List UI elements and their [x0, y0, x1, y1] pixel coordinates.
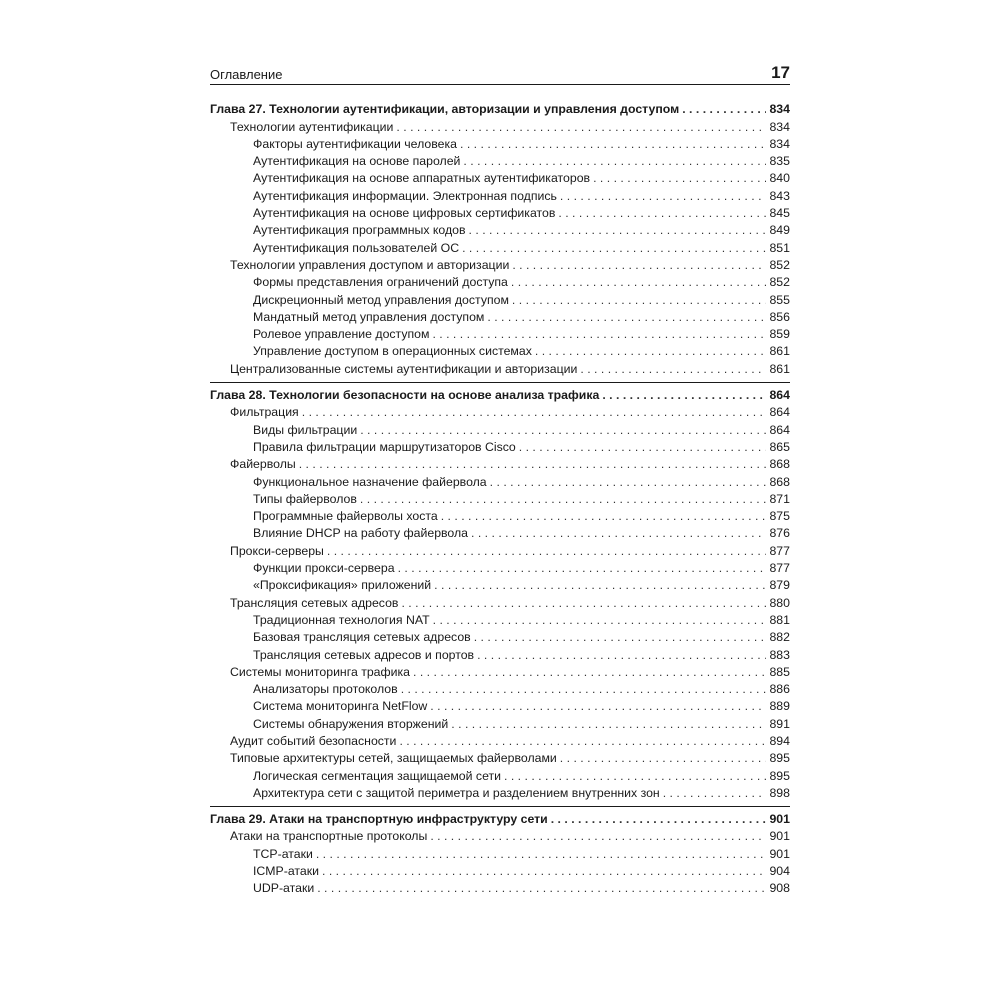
toc-entry-title: Функции прокси-сервера [253, 561, 395, 576]
toc-entry-title: Глава 28. Технологии безопасности на основе анализа трафика [210, 388, 600, 403]
toc-leader-dots [512, 258, 766, 273]
toc-entry-title: Функциональное назначение файервола [253, 474, 487, 489]
toc-leader-dots [682, 102, 766, 117]
toc-entry-page: 868 [769, 457, 790, 472]
toc-entry-page: 834 [769, 102, 790, 117]
toc-leader-dots [302, 405, 767, 420]
toc-leader-dots [463, 154, 766, 169]
toc-subsection-entry [210, 342, 790, 359]
toc-leader-dots [460, 137, 766, 152]
toc-entry-page: 895 [769, 751, 790, 766]
toc-entry-page: 891 [769, 716, 790, 731]
toc-entry-title: Аутентификация на основе аппаратных аутентификаторов [253, 171, 591, 186]
toc-section-entry [210, 359, 790, 376]
toc-entry-title: Ролевое управление доступом [253, 327, 430, 342]
toc-section-entry [210, 541, 790, 558]
toc-entry-title: Типы файерволов [253, 491, 357, 506]
toc-entry-title: UDP-атаки [253, 881, 315, 896]
toc-entry-page: 855 [769, 292, 790, 307]
chapter-divider [210, 806, 790, 807]
toc-subsection-entry [210, 420, 790, 437]
toc-entry-page: 851 [769, 240, 790, 255]
toc-leader-dots [399, 734, 766, 749]
toc-entry-title: Традиционная технология NAT [253, 612, 430, 627]
toc-subsection-entry [210, 628, 790, 645]
toc-subsection-entry [210, 221, 790, 238]
toc-leader-dots [560, 751, 767, 766]
toc-entry-title: Формы представления ограничений доступа [253, 275, 508, 290]
toc-entry-page: 843 [769, 188, 790, 203]
toc-subsection-entry [210, 169, 790, 186]
toc-leader-dots [512, 293, 767, 308]
toc-leader-dots [471, 526, 766, 541]
toc-leader-dots [441, 509, 767, 524]
toc-subsection-entry [210, 766, 790, 783]
toc-subsection-entry [210, 472, 790, 489]
toc-subsection-entry [210, 862, 790, 879]
toc-entry-page: 868 [769, 474, 790, 489]
toc-entry-page: 901 [769, 846, 790, 861]
toc-entry-title: Атаки на транспортные протоколы [230, 829, 428, 844]
toc-entry-title: Программные файерволы хоста [253, 509, 438, 524]
toc-leader-dots [396, 120, 766, 135]
toc-entry-page: 849 [769, 223, 790, 238]
toc-entry-page: 886 [769, 682, 790, 697]
toc-section-entry [210, 749, 790, 766]
toc-leader-dots [316, 847, 767, 862]
toc-entry-page: 876 [769, 526, 790, 541]
toc-leader-dots [433, 613, 767, 628]
toc-entry-page: 852 [769, 257, 790, 272]
toc-entry-page: 895 [769, 768, 790, 783]
toc-entry-title: Глава 29. Атаки на транспортную инфраструктуру сети [210, 812, 548, 827]
toc-section-entry [210, 732, 790, 749]
toc-entry-page: 834 [769, 136, 790, 151]
toc-entry-page: 871 [769, 491, 790, 506]
toc-entry-title: Файерволы [230, 457, 296, 472]
toc-entry-title: Система мониторинга NetFlow [253, 699, 428, 714]
toc-entry-title: Трансляция сетевых адресов [230, 595, 399, 610]
toc-leader-dots [602, 388, 766, 403]
toc-subsection-entry [210, 559, 790, 576]
toc-subsection-entry [210, 714, 790, 731]
toc-entry-title: Логическая сегментация защищаемой сети [253, 768, 502, 783]
toc-subsection-entry [210, 490, 790, 507]
toc-entry-page: 840 [769, 171, 790, 186]
toc-entry-title: TCP-атаки [253, 846, 313, 861]
toc-entry-title: Прокси-серверы [230, 543, 324, 558]
toc-leader-dots [558, 206, 766, 221]
header-page-number: 17 [771, 63, 790, 82]
toc-subsection-entry [210, 697, 790, 714]
toc-subsection-entry [210, 325, 790, 342]
toc-entry-title: Фильтрация [230, 405, 299, 420]
toc-section-entry [210, 593, 790, 610]
toc-entry-title: Анализаторы протоколов [253, 682, 398, 697]
toc-entry-page: 877 [769, 561, 790, 576]
toc-leader-dots [360, 423, 766, 438]
toc-section-entry [210, 256, 790, 273]
toc-subsection-entry [210, 680, 790, 697]
toc-leader-dots [327, 544, 767, 559]
toc-entry-title: Дискреционный метод управления доступом [253, 292, 509, 307]
toc-leader-dots [430, 829, 766, 844]
toc-entry-page: 864 [769, 388, 790, 403]
toc-subsection-entry [210, 204, 790, 221]
toc-subsection-entry [210, 507, 790, 524]
toc-entry-page: 904 [769, 864, 790, 879]
toc-leader-dots [432, 327, 766, 342]
toc-entry-page: 901 [769, 829, 790, 844]
toc-entry-title: Управление доступом в операционных системах [253, 344, 532, 359]
toc-chapter-entry [210, 100, 790, 117]
toc-subsection-entry [210, 784, 790, 801]
toc-entry-title: Базовая трансляция сетевых адресов [253, 630, 471, 645]
toc-section-entry [210, 827, 790, 844]
toc-entry-title: Типовые архитектуры сетей, защищаемых файерволами [230, 751, 557, 766]
toc-entry-title: Факторы аутентификации человека [253, 136, 457, 151]
toc-subsection-entry [210, 879, 790, 896]
toc-entry-title: Системы мониторинга трафика [230, 664, 410, 679]
running-header [210, 58, 790, 85]
toc-leader-dots [580, 362, 766, 377]
toc-subsection-entry [210, 576, 790, 593]
toc-leader-dots [551, 812, 767, 827]
toc-leader-dots [487, 310, 766, 325]
toc-leader-dots [322, 864, 766, 879]
toc-leader-dots [560, 189, 767, 204]
toc-leader-dots [474, 630, 767, 645]
toc-leader-dots [504, 769, 766, 784]
toc-entry-title: «Проксификация» приложений [253, 578, 432, 593]
toc-entry-page: 845 [769, 206, 790, 221]
toc-entry-title: Системы обнаружения вторжений [253, 716, 449, 731]
toc-leader-dots [398, 561, 767, 576]
toc-leader-dots [469, 223, 767, 238]
toc-subsection-entry [210, 273, 790, 290]
toc-leader-dots [401, 682, 767, 697]
toc-entry-page: 834 [769, 119, 790, 134]
toc-leader-dots [663, 786, 767, 801]
toc-entry-title: Аутентификация программных кодов [253, 223, 466, 238]
toc-entry-title: Аудит событий безопасности [230, 733, 397, 748]
toc-leader-dots [434, 578, 766, 593]
toc-entry-page: 856 [769, 309, 790, 324]
toc-leader-dots [413, 665, 766, 680]
toc-entry-page: 861 [769, 344, 790, 359]
toc-subsection-entry [210, 238, 790, 255]
toc-entry-page: 889 [769, 699, 790, 714]
toc-entry-page: 881 [769, 612, 790, 627]
toc-subsection-entry [210, 645, 790, 662]
toc-entry-title: Аутентификация информации. Электронная подпись [253, 188, 557, 203]
toc-entry-title: Правила фильтрации маршрутизаторов Cisco [253, 439, 516, 454]
toc-subsection-entry [210, 611, 790, 628]
toc-entry-title: Архитектура сети с защитой периметра и разделением внутренних зон [253, 785, 660, 800]
header-title: Оглавление [210, 67, 283, 82]
toc-entry-title: Трансляция сетевых адресов и портов [253, 647, 475, 662]
toc-entry-page: 864 [769, 405, 790, 420]
toc-entry-page: 883 [769, 647, 790, 662]
toc-subsection-entry [210, 524, 790, 541]
toc-entry-page: 861 [769, 361, 790, 376]
toc-chapter-entry [210, 386, 790, 403]
toc-entry-title: Виды фильтрации [253, 422, 358, 437]
toc-subsection-entry [210, 308, 790, 325]
toc-chapter-entry [210, 810, 790, 827]
toc-entry-page: 859 [769, 327, 790, 342]
toc-leader-dots [490, 475, 767, 490]
toc-entry-page: 879 [769, 578, 790, 593]
toc-subsection-entry [210, 152, 790, 169]
toc-subsection-entry [210, 438, 790, 455]
toc-entry-title: Технологии аутентификации [230, 119, 394, 134]
toc-leader-dots [511, 275, 767, 290]
toc-entry-page: 880 [769, 595, 790, 610]
toc-leader-dots [462, 241, 766, 256]
toc-entry-title: Влияние DHCP на работу файервола [253, 526, 469, 541]
toc-entry-title: Аутентификация на основе паролей [253, 154, 461, 169]
toc-subsection-entry [210, 844, 790, 861]
toc-entry-page: 882 [769, 630, 790, 645]
toc-entry-page: 852 [769, 275, 790, 290]
toc-entry-page: 898 [769, 785, 790, 800]
toc-entry-page: 901 [769, 812, 790, 827]
toc-leader-dots [519, 440, 767, 455]
toc-leader-dots [401, 596, 766, 611]
toc-subsection-entry [210, 135, 790, 152]
toc-section-entry [210, 403, 790, 420]
toc-leader-dots [593, 171, 766, 186]
toc-entry-page: 835 [769, 154, 790, 169]
toc-entry-title: Централизованные системы аутентификации и авторизации [230, 361, 578, 376]
toc-entry-title: Технологии управления доступом и авторизации [230, 257, 510, 272]
toc-entry-page: 864 [769, 422, 790, 437]
toc-subsection-entry [210, 186, 790, 203]
table-of-contents [210, 100, 790, 896]
toc-leader-dots [451, 717, 766, 732]
toc-section-entry [210, 117, 790, 134]
toc-leader-dots [317, 881, 766, 896]
toc-entry-page: 908 [769, 881, 790, 896]
toc-entry-page: 877 [769, 543, 790, 558]
toc-entry-title: Мандатный метод управления доступом [253, 309, 485, 324]
toc-leader-dots [535, 344, 767, 359]
toc-leader-dots [360, 492, 767, 507]
toc-entry-title: ICMP-атаки [253, 864, 319, 879]
toc-entry-page: 894 [769, 733, 790, 748]
toc-entry-page: 865 [769, 439, 790, 454]
toc-entry-page: 875 [769, 509, 790, 524]
document-page [210, 58, 790, 896]
toc-leader-dots [299, 457, 767, 472]
toc-section-entry [210, 663, 790, 680]
toc-leader-dots [477, 648, 766, 663]
toc-entry-title: Глава 27. Технологии аутентификации, авторизации и управления доступом [210, 102, 680, 117]
toc-leader-dots [430, 699, 766, 714]
toc-entry-title: Аутентификация на основе цифровых сертификатов [253, 206, 556, 221]
toc-entry-title: Аутентификация пользователей ОС [253, 240, 460, 255]
chapter-divider [210, 382, 790, 383]
toc-subsection-entry [210, 290, 790, 307]
toc-section-entry [210, 455, 790, 472]
toc-entry-page: 885 [769, 664, 790, 679]
